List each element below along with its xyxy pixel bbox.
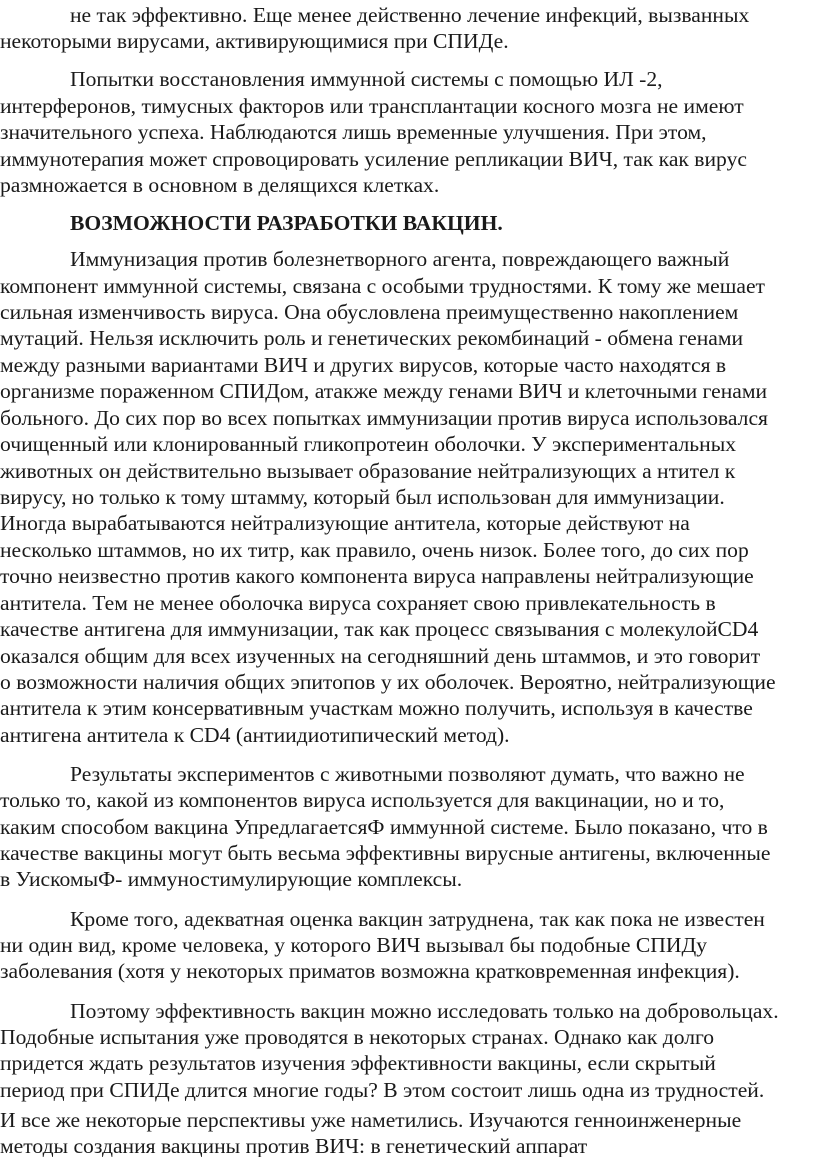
text-line: больного. До сих пор во всех попытках иммунизации против вируса использовался: [0, 406, 768, 430]
text-line: качестве антигена для иммунизации, так как процесс связывания с молекулойCD4: [0, 617, 759, 641]
text-line: качестве вакцины могут быть весьма эффективны вирусные антигены, включенные: [0, 841, 771, 865]
text-line: иммунотерапия может спровоцировать усиление репликации ВИЧ, так как вирус: [0, 147, 747, 171]
text-line: придется ждать результатов изучения эффективности вакцины, если скрытый: [0, 1051, 716, 1075]
text-line: некоторыми вирусами, активирующимися при СПИДе.: [0, 29, 509, 53]
text-line: антитела. Тем не менее оболочка вируса сохраняет свою привлекательность в: [0, 591, 716, 615]
paragraph-first-line: Попытки восстановления иммунной системы с помощью ИЛ -2,: [70, 67, 663, 91]
text-line: каким способом вакцина УпредлагаетсяФ иммунной системе. Было показано, что в: [0, 815, 768, 839]
text-line: антитела к этим консервативным участкам можно получить, используя в качестве: [0, 696, 753, 720]
paragraph-first-line: Результаты экспериментов с животными позволяют думать, что важно не: [70, 762, 745, 786]
text-line: значительного успеха. Наблюдаются лишь временные улучшения. При этом,: [0, 120, 707, 144]
paragraph-first-line: Иммунизация против болезнетворного агента, повреждающего важный: [70, 247, 730, 271]
text-line: заболевания (хотя у некоторых приматов возможна кратковременная инфекция).: [0, 959, 740, 983]
text-line: животных он действительно вызывает образование нейтрализующих а нтител к: [0, 459, 736, 483]
text-line: Подобные испытания уже проводятся в некоторых странах. Однако как долго: [0, 1025, 715, 1049]
text-line: оказался общим для всех изученных на сегодняшний день штаммов, и это говорит: [0, 644, 761, 668]
paragraph-first-line: И все же некоторые перспективы уже наметились. Изучаются генноинженерные: [0, 1108, 742, 1132]
text-line: период при СПИДе длится многие годы? В этом состоит лишь одна из трудностей.: [0, 1078, 765, 1102]
text-line: не так эффективно. Еще менее действенно лечение инфекций, вызванных: [70, 3, 750, 27]
text-line: Иногда вырабатываются нейтрализующие антитела, которые действуют на: [0, 511, 690, 535]
text-line: ни один вид, кроме человека, у которого ВИЧ вызывал бы подобные СПИДу: [0, 933, 708, 957]
text-line: вирусу, но только к тому штамму, который был использован для иммунизации.: [0, 485, 725, 509]
text-line: только то, какой из компонентов вируса используется для вакцинации, но и то,: [0, 788, 725, 812]
text-line: размножается в основном в делящихся клетках.: [0, 173, 440, 197]
text-line: о возможности наличия общих эпитопов у их оболочек. Вероятно, нейтрализующие: [0, 670, 776, 694]
text-line: несколько штаммов, но их титр, как правило, очень низок. Более того, до сих пор: [0, 538, 749, 562]
text-line: сильная изменчивость вируса. Она обусловлена преимущественно накоплением: [0, 300, 739, 324]
paragraph-first-line: Поэтому эффективность вакцин можно исследовать только на добровольцах.: [70, 999, 779, 1023]
text-line: в УискомыФ- иммуностимулирующие комплексы.: [0, 867, 463, 891]
text-line: методы создания вакцины против ВИЧ: в генетический аппарат: [0, 1134, 588, 1157]
text-line: антигена антитела к CD4 (антиидиотипический метод).: [0, 723, 510, 747]
text-line: организме пораженном СПИДом, атакже между генами ВИЧ и клеточными генами: [0, 379, 768, 403]
paragraph-first-line: Кроме того, адекватная оценка вакцин затруднена, так как пока не известен: [70, 907, 765, 931]
text-line: компонент иммунной системы, связана с особыми трудностями. К тому же мешает: [0, 274, 765, 298]
text-line: очищенный или клонированный гликопротеин оболочки. У экспериментальных: [0, 432, 737, 456]
section-heading: ВОЗМОЖНОСТИ РАЗРАБОТКИ ВАКЦИН.: [70, 211, 503, 235]
text-line: интерферонов, тимусных факторов или трансплантации косного мозга не имеют: [0, 94, 744, 118]
text-line: между разными вариантами ВИЧ и других вирусов, которые часто находятся в: [0, 353, 727, 377]
text-line: мутаций. Нельзя исключить роль и генетических рекомбинаций - обмена генами: [0, 326, 744, 350]
text-line: точно неизвестно против какого компонента вируса направлены нейтрализующие: [0, 564, 754, 588]
